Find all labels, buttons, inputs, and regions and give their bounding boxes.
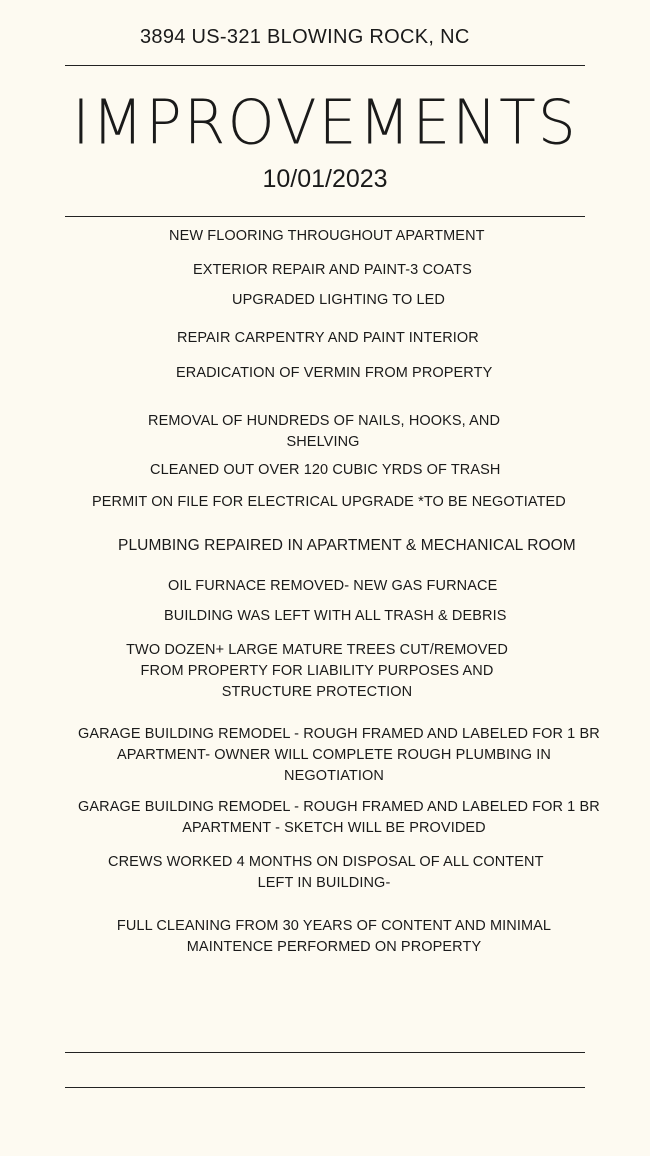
page-title: IMPROVEMENTS bbox=[72, 87, 578, 159]
address: 3894 US-321 BLOWING ROCK, NC bbox=[140, 26, 470, 48]
improvement-item bbox=[176, 363, 493, 384]
date: 10/01/2023 bbox=[262, 165, 388, 193]
improvement-item bbox=[150, 460, 501, 481]
item-line: FULL CLEANING FROM 30 YEARS OF CONTENT AND MINIMAL bbox=[116, 918, 552, 934]
improvement-item bbox=[193, 260, 472, 281]
divider-bottom-1 bbox=[65, 1052, 585, 1053]
item-line: UPGRADED LIGHTING TO LED bbox=[232, 292, 445, 308]
item-line: CREWS WORKED 4 MONTHS ON DISPOSAL OF ALL CONTENT bbox=[108, 854, 544, 870]
item-line: SHELVING bbox=[286, 434, 360, 450]
item-line: APARTMENT- OWNER WILL COMPLETE ROUGH PLUMBING IN bbox=[117, 747, 551, 763]
improvement-item bbox=[108, 852, 544, 894]
item-line: NEW FLOORING THROUGHOUT APARTMENT bbox=[169, 228, 485, 244]
improvement-item bbox=[118, 535, 576, 556]
item-line: APARTMENT - SKETCH WILL BE PROVIDED bbox=[182, 820, 486, 836]
item-line: GARAGE BUILDING REMODEL - ROUGH FRAMED AND LABELED FOR 1 BR bbox=[78, 799, 600, 815]
item-line: MAINTENCE PERFORMED ON PROPERTY bbox=[186, 939, 482, 955]
improvement-item bbox=[92, 492, 566, 513]
item-line: REMOVAL OF HUNDREDS OF NAILS, HOOKS, AND bbox=[148, 413, 501, 429]
item-line: EXTERIOR REPAIR AND PAINT-3 COATS bbox=[193, 262, 472, 278]
item-line: CLEANED OUT OVER 120 CUBIC YRDS OF TRASH bbox=[150, 462, 501, 478]
improvement-item bbox=[169, 226, 485, 247]
improvement-item bbox=[164, 606, 507, 627]
item-line: STRUCTURE PROTECTION bbox=[221, 684, 413, 700]
item-line: ERADICATION OF VERMIN FROM PROPERTY bbox=[176, 365, 493, 381]
divider-under-date bbox=[65, 216, 585, 217]
item-line: FROM PROPERTY FOR LIABILITY PURPOSES AND bbox=[140, 663, 494, 679]
improvement-item bbox=[78, 724, 600, 787]
improvement-item bbox=[78, 797, 600, 839]
item-line: TWO DOZEN+ LARGE MATURE TREES CUT/REMOVED bbox=[126, 642, 508, 658]
item-line: OIL FURNACE REMOVED- NEW GAS FURNACE bbox=[168, 578, 498, 594]
improvement-item bbox=[116, 916, 552, 958]
item-line: PLUMBING REPAIRED IN APARTMENT & MECHANICAL ROOM bbox=[118, 537, 576, 554]
item-line: LEFT IN BUILDING- bbox=[257, 875, 391, 891]
item-line: BUILDING WAS LEFT WITH ALL TRASH & DEBRIS bbox=[164, 608, 507, 624]
improvement-item bbox=[232, 290, 445, 311]
item-line: GARAGE BUILDING REMODEL - ROUGH FRAMED AND LABELED FOR 1 BR bbox=[78, 726, 600, 742]
divider-top bbox=[65, 65, 585, 66]
improvement-item bbox=[126, 640, 508, 703]
divider-bottom-2 bbox=[65, 1087, 585, 1088]
item-line: REPAIR CARPENTRY AND PAINT INTERIOR bbox=[177, 330, 479, 346]
improvement-item bbox=[168, 576, 498, 597]
item-line: PERMIT ON FILE FOR ELECTRICAL UPGRADE *TO BE NEGOTIATED bbox=[92, 494, 566, 510]
item-line: NEGOTIATION bbox=[284, 768, 384, 784]
improvement-item bbox=[148, 411, 501, 453]
improvement-item bbox=[177, 328, 479, 349]
